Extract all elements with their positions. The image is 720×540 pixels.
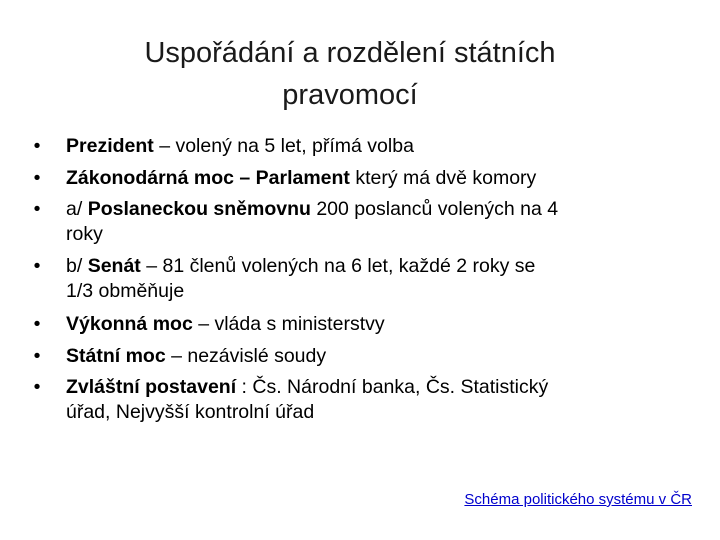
bullet-icon: •	[33, 345, 41, 367]
item-prefix: a/	[66, 198, 88, 220]
bullet-icon: •	[33, 198, 41, 220]
bullet-icon: •	[33, 167, 41, 189]
item-text: 200 poslanců volených na 4	[310, 198, 559, 220]
bullet-icon: •	[33, 255, 41, 277]
list-item-senat	[30, 251, 650, 308]
item-bold-text: Prezident	[66, 135, 154, 157]
item-text-continued: roky	[66, 223, 103, 245]
item-text: který má dvě komory	[349, 167, 537, 189]
bullet-icon: •	[33, 376, 41, 398]
list-item-statni-moc	[30, 340, 650, 372]
slide-title	[70, 32, 630, 116]
schema-link[interactable]: Schéma politického systému v ČR	[464, 491, 692, 508]
bullet-icon: •	[33, 135, 41, 157]
bullet-icon: •	[33, 313, 41, 335]
item-text: – 81 členů volených na 6 let, každé 2 roky se	[140, 255, 536, 277]
item-text: – nezávislé soudy	[165, 345, 327, 367]
item-text: – volený na 5 let, přímá volba	[153, 135, 414, 157]
list-item-zvlastni-postaveni	[30, 372, 650, 429]
item-bold-text: Senát	[87, 255, 141, 277]
item-bold-text: Zvláštní postavení	[66, 376, 237, 398]
item-bold-text: Poslaneckou sněmovnu	[87, 198, 311, 220]
title-line-2: pravomocí	[282, 79, 418, 111]
item-bold-text: Výkonná moc	[66, 313, 193, 335]
list-item-poslanecka-snemovna	[30, 194, 650, 251]
list-item-prezident	[30, 130, 650, 162]
title-line-1: Uspořádání a rozdělení státních	[144, 37, 556, 69]
item-bold-text: Zákonodárná moc – Parlament	[66, 167, 350, 189]
item-text: : Čs. Národní banka, Čs. Statistický	[236, 376, 549, 398]
list-item-vykonna-moc	[30, 308, 650, 340]
item-text-continued: 1/3 obměňuje	[66, 280, 185, 302]
list-item-zakonodarna-moc	[30, 162, 650, 194]
item-prefix: b/	[66, 255, 88, 277]
item-bold-text: Státní moc	[66, 345, 166, 367]
item-text: – vláda s ministerstvy	[192, 313, 385, 335]
bullet-list	[30, 130, 650, 429]
item-text-continued: úřad, Nejvyšší kontrolní úřad	[66, 401, 315, 423]
